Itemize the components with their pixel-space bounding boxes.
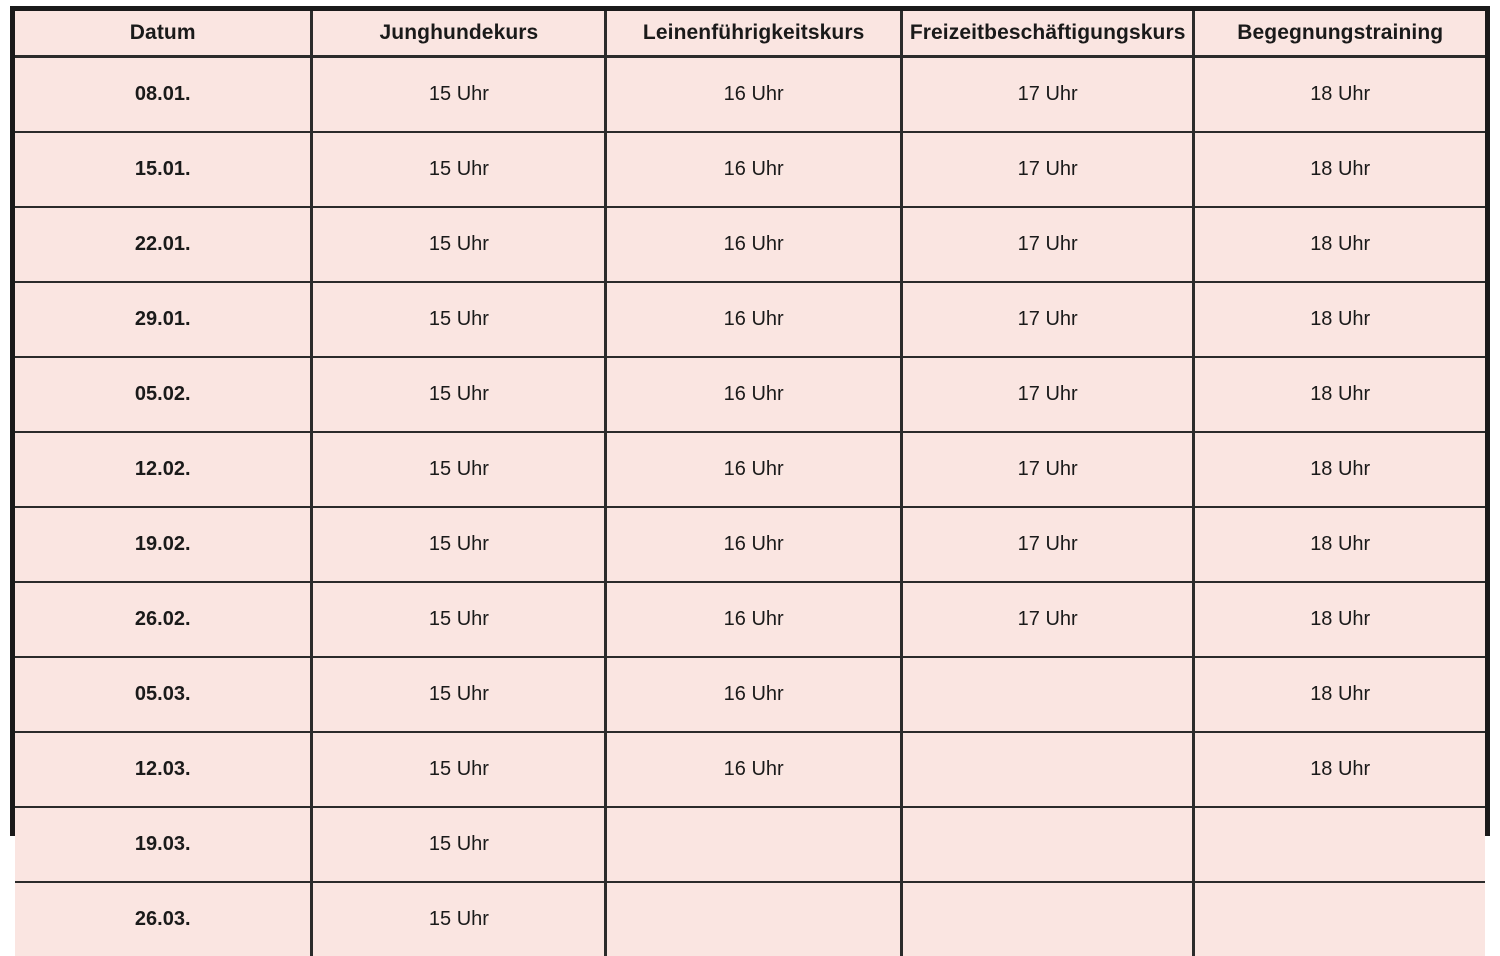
course-schedule-table bbox=[15, 11, 1485, 956]
table-row bbox=[15, 207, 1485, 282]
date-cell: 12.02. bbox=[15, 432, 312, 507]
column-header-junghundekurs: Junghundekurs bbox=[312, 11, 606, 57]
date-cell: 05.03. bbox=[15, 657, 312, 732]
date-cell: 15.01. bbox=[15, 132, 312, 207]
leinenfuehrigkeitskurs-cell: 16 Uhr bbox=[606, 582, 901, 657]
junghundekurs-cell: 15 Uhr bbox=[312, 282, 606, 357]
table-header-row bbox=[15, 11, 1485, 57]
junghundekurs-cell: 15 Uhr bbox=[312, 657, 606, 732]
begegnungstraining-cell: 18 Uhr bbox=[1194, 357, 1485, 432]
begegnungstraining-cell bbox=[1194, 807, 1485, 882]
freizeitbeschaeftigungskurs-cell bbox=[901, 882, 1194, 956]
freizeitbeschaeftigungskurs-cell: 17 Uhr bbox=[901, 282, 1194, 357]
date-cell: 22.01. bbox=[15, 207, 312, 282]
freizeitbeschaeftigungskurs-cell: 17 Uhr bbox=[901, 582, 1194, 657]
begegnungstraining-cell: 18 Uhr bbox=[1194, 207, 1485, 282]
leinenfuehrigkeitskurs-cell: 16 Uhr bbox=[606, 207, 901, 282]
date-cell: 08.01. bbox=[15, 57, 312, 133]
junghundekurs-cell: 15 Uhr bbox=[312, 732, 606, 807]
schedule-table-container bbox=[10, 6, 1490, 836]
table-row bbox=[15, 132, 1485, 207]
junghundekurs-cell: 15 Uhr bbox=[312, 357, 606, 432]
begegnungstraining-cell: 18 Uhr bbox=[1194, 57, 1485, 133]
freizeitbeschaeftigungskurs-cell bbox=[901, 807, 1194, 882]
freizeitbeschaeftigungskurs-cell: 17 Uhr bbox=[901, 357, 1194, 432]
leinenfuehrigkeitskurs-cell: 16 Uhr bbox=[606, 432, 901, 507]
column-header-freizeitbeschaeftigungskurs: Freizeitbeschäftigungskurs bbox=[901, 11, 1194, 57]
begegnungstraining-cell: 18 Uhr bbox=[1194, 282, 1485, 357]
freizeitbeschaeftigungskurs-cell: 17 Uhr bbox=[901, 57, 1194, 133]
begegnungstraining-cell: 18 Uhr bbox=[1194, 132, 1485, 207]
table-body bbox=[15, 57, 1485, 956]
freizeitbeschaeftigungskurs-cell bbox=[901, 732, 1194, 807]
junghundekurs-cell: 15 Uhr bbox=[312, 132, 606, 207]
leinenfuehrigkeitskurs-cell: 16 Uhr bbox=[606, 657, 901, 732]
date-cell: 26.02. bbox=[15, 582, 312, 657]
leinenfuehrigkeitskurs-cell: 16 Uhr bbox=[606, 732, 901, 807]
column-header-leinenfuehrigkeitskurs: Leinenführigkeitskurs bbox=[606, 11, 901, 57]
begegnungstraining-cell: 18 Uhr bbox=[1194, 582, 1485, 657]
junghundekurs-cell: 15 Uhr bbox=[312, 432, 606, 507]
table-row bbox=[15, 807, 1485, 882]
begegnungstraining-cell: 18 Uhr bbox=[1194, 732, 1485, 807]
leinenfuehrigkeitskurs-cell bbox=[606, 882, 901, 956]
junghundekurs-cell: 15 Uhr bbox=[312, 882, 606, 956]
freizeitbeschaeftigungskurs-cell: 17 Uhr bbox=[901, 207, 1194, 282]
junghundekurs-cell: 15 Uhr bbox=[312, 507, 606, 582]
leinenfuehrigkeitskurs-cell bbox=[606, 807, 901, 882]
begegnungstraining-cell: 18 Uhr bbox=[1194, 432, 1485, 507]
freizeitbeschaeftigungskurs-cell: 17 Uhr bbox=[901, 132, 1194, 207]
date-cell: 29.01. bbox=[15, 282, 312, 357]
table-row bbox=[15, 357, 1485, 432]
table-row bbox=[15, 432, 1485, 507]
table-row bbox=[15, 882, 1485, 956]
table-row bbox=[15, 657, 1485, 732]
date-cell: 05.02. bbox=[15, 357, 312, 432]
junghundekurs-cell: 15 Uhr bbox=[312, 582, 606, 657]
begegnungstraining-cell: 18 Uhr bbox=[1194, 657, 1485, 732]
table-row bbox=[15, 582, 1485, 657]
leinenfuehrigkeitskurs-cell: 16 Uhr bbox=[606, 132, 901, 207]
date-cell: 12.03. bbox=[15, 732, 312, 807]
table-row bbox=[15, 732, 1485, 807]
leinenfuehrigkeitskurs-cell: 16 Uhr bbox=[606, 282, 901, 357]
freizeitbeschaeftigungskurs-cell bbox=[901, 657, 1194, 732]
table-row bbox=[15, 282, 1485, 357]
date-cell: 19.02. bbox=[15, 507, 312, 582]
table-header bbox=[15, 11, 1485, 57]
column-header-datum: Datum bbox=[15, 11, 312, 57]
leinenfuehrigkeitskurs-cell: 16 Uhr bbox=[606, 57, 901, 133]
begegnungstraining-cell: 18 Uhr bbox=[1194, 507, 1485, 582]
freizeitbeschaeftigungskurs-cell: 17 Uhr bbox=[901, 507, 1194, 582]
table-row bbox=[15, 57, 1485, 133]
leinenfuehrigkeitskurs-cell: 16 Uhr bbox=[606, 357, 901, 432]
date-cell: 19.03. bbox=[15, 807, 312, 882]
junghundekurs-cell: 15 Uhr bbox=[312, 207, 606, 282]
leinenfuehrigkeitskurs-cell: 16 Uhr bbox=[606, 507, 901, 582]
freizeitbeschaeftigungskurs-cell: 17 Uhr bbox=[901, 432, 1194, 507]
column-header-begegnungstraining: Begegnungstraining bbox=[1194, 11, 1485, 57]
junghundekurs-cell: 15 Uhr bbox=[312, 807, 606, 882]
begegnungstraining-cell bbox=[1194, 882, 1485, 956]
junghundekurs-cell: 15 Uhr bbox=[312, 57, 606, 133]
table-row bbox=[15, 507, 1485, 582]
date-cell: 26.03. bbox=[15, 882, 312, 956]
